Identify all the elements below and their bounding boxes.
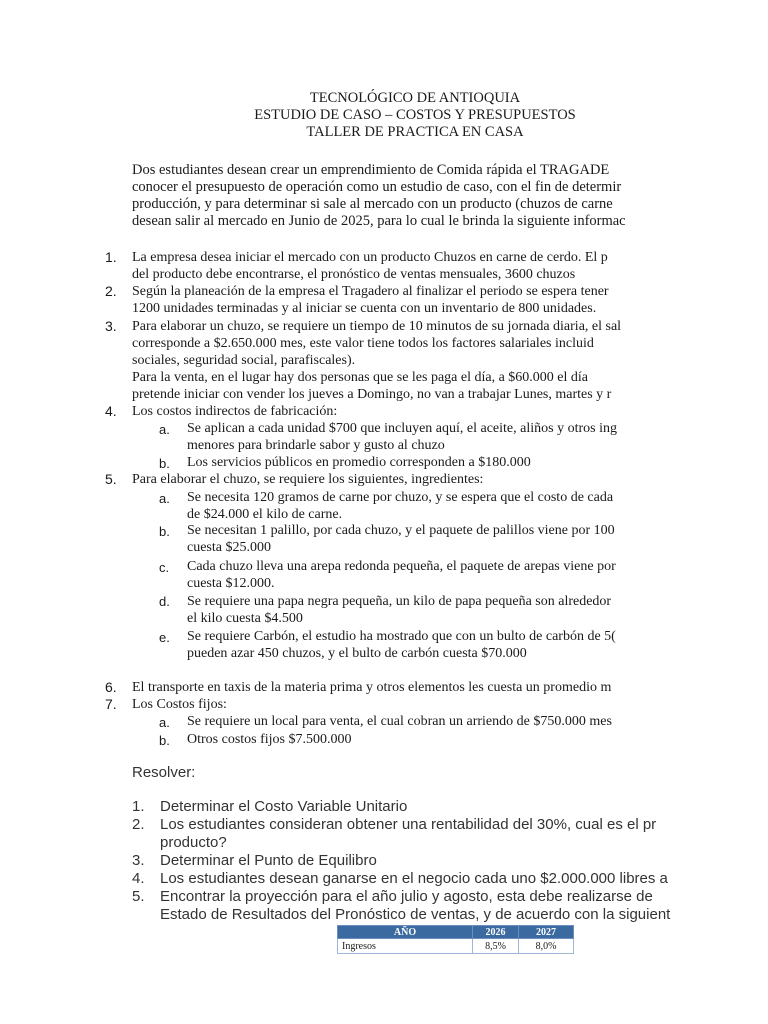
item-2-line: Según la planeación de la empresa el Tragadero al finalizar el periodo se espera tener: [132, 284, 609, 299]
subitem-letter: b.: [159, 524, 170, 539]
item-4-line: Los costos indirectos de fabricación:: [132, 404, 338, 419]
item-7-line: Los Costos fijos:: [132, 697, 227, 712]
income-growth-table: [337, 925, 574, 954]
item-number: 6.: [105, 679, 117, 695]
intro-line: conocer el presupuesto de operación como un estudio de caso, con el fin de determir: [132, 179, 622, 195]
item-5e-line: pueden azar 450 chuzos, y el bulto de carbón cuesta $70.000: [187, 646, 527, 661]
subitem-letter: e.: [159, 630, 170, 645]
item-5d-line: Se requiere una papa negra pequeña, un kilo de papa pequeña son alrededor: [187, 594, 612, 609]
item-5d-line: el kilo cuesta $4.500: [187, 611, 303, 626]
subitem-letter: c.: [159, 560, 170, 575]
resolver-title: Resolver:: [132, 764, 196, 781]
item-5c-line: cuesta $12.000.: [187, 576, 275, 591]
table-cell: Ingresos: [338, 939, 473, 954]
resolver-number: 4.: [132, 870, 145, 887]
subitem-letter: d.: [159, 594, 170, 609]
resolver-number: 5.: [132, 888, 145, 905]
subitem-letter: a.: [159, 422, 170, 437]
item-4b-line: Los servicios públicos en promedio corresponden a $180.000: [187, 455, 531, 470]
intro-paragraph: [132, 162, 768, 230]
item-number: 5.: [105, 471, 117, 487]
document-header: [0, 90, 768, 141]
table-header-cell: 2027: [519, 926, 574, 939]
resolver-item-1: Determinar el Costo Variable Unitario: [160, 798, 408, 815]
item-5a-line: Se necesita 120 gramos de carne por chuzo, y se espera que el costo de cada: [187, 490, 614, 505]
header-institution: TECNOLÓGICO DE ANTIOQUIA: [309, 90, 521, 106]
subitem-letter: b.: [159, 456, 170, 471]
item-5b-line: cuesta $25.000: [187, 540, 271, 555]
subitem-letter: a.: [159, 491, 170, 506]
item-3-line: Para la venta, en el lugar hay dos personas que se les paga el día, a $60.000 el día: [132, 370, 589, 385]
item-7b-line: Otros costos fijos $7.500.000: [187, 732, 352, 747]
item-5-line: Para elaborar el chuzo, se requiere los siguientes, ingredientes:: [132, 472, 484, 487]
item-3-line: pretende iniciar con vender los jueves a Domingo, no van a trabajar Lunes, martes y r: [132, 387, 612, 402]
intro-line: desean salir al mercado en Junio de 2025, para lo cual le brinda la siguiente informac: [132, 213, 626, 229]
table-header-cell: 2026: [473, 926, 519, 939]
intro-line: Dos estudiantes desean crear un emprendimiento de Comida rápida el TRAGADE: [132, 162, 610, 178]
item-5e-line: Se requiere Carbón, el estudio ha mostrado que con un bulto de carbón de 5(: [187, 629, 616, 644]
header-course: ESTUDIO DE CASO – COSTOS Y PRESUPUESTOS: [254, 107, 576, 123]
table-header-row: [338, 926, 574, 939]
resolver-item-5: Encontrar la proyección para el año julio y agosto, esta debe realizarse de: [160, 888, 653, 905]
item-5a-line: de $24.000 el kilo de carne.: [187, 507, 343, 522]
item-number: 7.: [105, 696, 117, 712]
item-5b-line: Se necesitan 1 palillo, por cada chuzo, y el paquete de palillos viene por 100: [187, 523, 615, 538]
item-6-line: El transporte en taxis de la materia prima y otros elementos les cuesta un promedio m: [132, 680, 612, 695]
item-number: 2.: [105, 283, 117, 299]
item-3-line: corresponde a $2.650.000 mes, este valor tiene todos los factores salariales incluid: [132, 336, 594, 351]
subitem-letter: a.: [159, 715, 170, 730]
item-4a-line: menores para brindarle sabor y gusto al chuzo: [187, 438, 445, 453]
resolver-number: 1.: [132, 798, 145, 815]
table-cell: 8,0%: [519, 939, 574, 954]
item-1-line: La empresa desea iniciar el mercado con un producto Chuzos en carne de cerdo. El p: [132, 250, 608, 265]
item-number: 1.: [105, 249, 117, 265]
header-workshop: TALLER DE PRACTICA EN CASA: [306, 124, 524, 140]
item-2-line: 1200 unidades terminadas y al iniciar se cuenta con un inventario de 800 unidades.: [132, 301, 597, 316]
subitem-letter: b.: [159, 733, 170, 748]
resolver-item-5: Estado de Resultados del Pronóstico de ventas, y de acuerdo con la siguient: [160, 906, 671, 923]
table-cell: 8,5%: [473, 939, 519, 954]
resolver-item-2: producto?: [160, 834, 227, 851]
table-header-cell: AÑO: [338, 926, 473, 939]
table-row: [338, 939, 574, 954]
resolver-item-4: Los estudiantes desean ganarse en el negocio cada uno $2.000.000 libres a: [160, 870, 668, 887]
item-7a-line: Se requiere un local para venta, el cual cobran un arriendo de $750.000 mes: [187, 714, 612, 729]
item-5c-line: Cada chuzo lleva una arepa redonda pequeña, el paquete de arepas viene por: [187, 559, 616, 574]
item-3-line: sociales, seguridad social, parafiscales).: [132, 353, 356, 368]
resolver-number: 2.: [132, 816, 145, 833]
item-3-line: Para elaborar un chuzo, se requiere un tiempo de 10 minutos de su jornada diaria, el sal: [132, 319, 622, 334]
item-number: 4.: [105, 403, 117, 419]
intro-line: producción, y para determinar si sale al mercado con un producto (chuzos de carne: [132, 196, 613, 212]
resolver-item-3: Determinar el Punto de Equilibro: [160, 852, 377, 869]
item-1-line: del producto debe encontrarse, el pronóstico de ventas mensuales, 3600 chuzos: [132, 267, 576, 282]
resolver-number: 3.: [132, 852, 145, 869]
item-4a-line: Se aplican a cada unidad $700 que incluyen aquí, el aceite, aliños y otros ing: [187, 421, 617, 436]
item-number: 3.: [105, 318, 117, 334]
resolver-item-2: Los estudiantes consideran obtener una rentabilidad del 30%, cual es el pr: [160, 816, 657, 833]
